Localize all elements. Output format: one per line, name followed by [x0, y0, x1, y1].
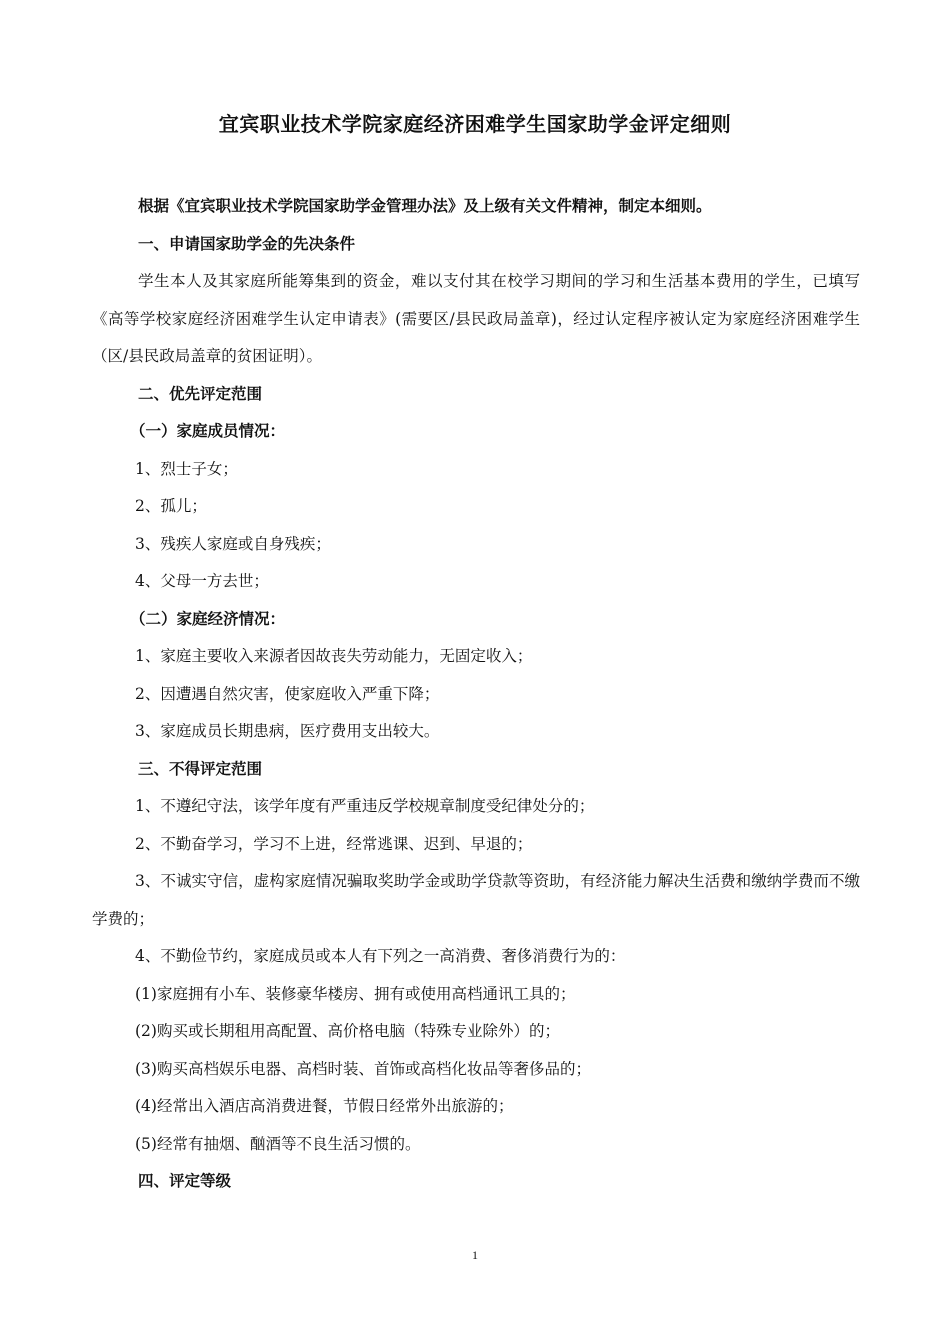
- list-item: 2、因遭遇自然灾害，使家庭收入严重下降；: [135, 684, 440, 703]
- list-item: 3、不诚实守信，虚构家庭情况骗取奖助学金或助学贷款等资助，有经济能力解决生活费和缴纳学费而不缴学费的；: [92, 872, 860, 928]
- list-item: 2、孤儿；: [135, 497, 207, 515]
- section-1-heading: 一、申请国家助学金的先决条件: [138, 234, 356, 253]
- list-item: (5)经常有抽烟、酗酒等不良生活习惯的。: [135, 1134, 421, 1153]
- list-item: 2、不勤奋学习，学习不上进，经常逃课、迟到、早退的；: [135, 834, 533, 853]
- list-item: 1、烈士子女；: [135, 459, 238, 478]
- document-title: 宜宾职业技术学院家庭经济困难学生国家助学金评定细则: [218, 112, 732, 136]
- list-item: 3、家庭成员长期患病，医疗费用支出较大。: [135, 722, 440, 740]
- list-item: 1、不遵纪守法，该学年度有严重违反学校规章制度受纪律处分的；: [135, 797, 595, 815]
- document-body: [92, 188, 860, 1201]
- section-3-heading: 三、不得评定范围: [138, 759, 263, 778]
- section-4-heading: 四、评定等级: [138, 1172, 232, 1190]
- section-1-body: 学生本人及其家庭所能筹集到的资金，难以支付其在校学习期间的学习和生活基本费用的学生，已填写《高等学校家庭经济困难学生认定申请表》(需要区/县民政局盖章)，经过认定程序被认定为家庭经济困难学生（区/县民政局盖章的贫困证明）。: [92, 272, 860, 365]
- list-item: (1)家庭拥有小车、装修豪华楼房、拥有或使用高档通讯工具的；: [135, 984, 576, 1003]
- section-2-heading: 二、优先评定范围: [138, 384, 263, 403]
- list-item: (3)购买高档娱乐电器、高档时装、首饰或高档化妆品等奢侈品的；: [135, 1059, 591, 1078]
- list-item: (4)经常出入酒店高消费进餐，节假日经常外出旅游的；: [135, 1097, 514, 1115]
- section-2-sub-2-heading: （二）家庭经济情况：: [130, 609, 286, 628]
- list-item: 4、父母一方去世；: [135, 572, 269, 590]
- list-item: 4、不勤俭节约，家庭成员或本人有下列之一高消费、奢侈消费行为的：: [135, 947, 626, 965]
- intro-paragraph: 根据《宜宾职业技术学院国家助学金管理办法》及上级有关文件精神，制定本细则。: [138, 197, 712, 215]
- section-2-sub-1-heading: （一）家庭成员情况：: [130, 422, 286, 440]
- list-item: 3、残疾人家庭或自身残疾；: [135, 534, 331, 553]
- list-item: 1、家庭主要收入来源者因故丧失劳动能力，无固定收入；: [135, 647, 533, 665]
- page-number: 1: [472, 1248, 478, 1262]
- list-item: (2)购买或长期租用高配置、高价格电脑（特殊专业除外）的；: [135, 1022, 560, 1040]
